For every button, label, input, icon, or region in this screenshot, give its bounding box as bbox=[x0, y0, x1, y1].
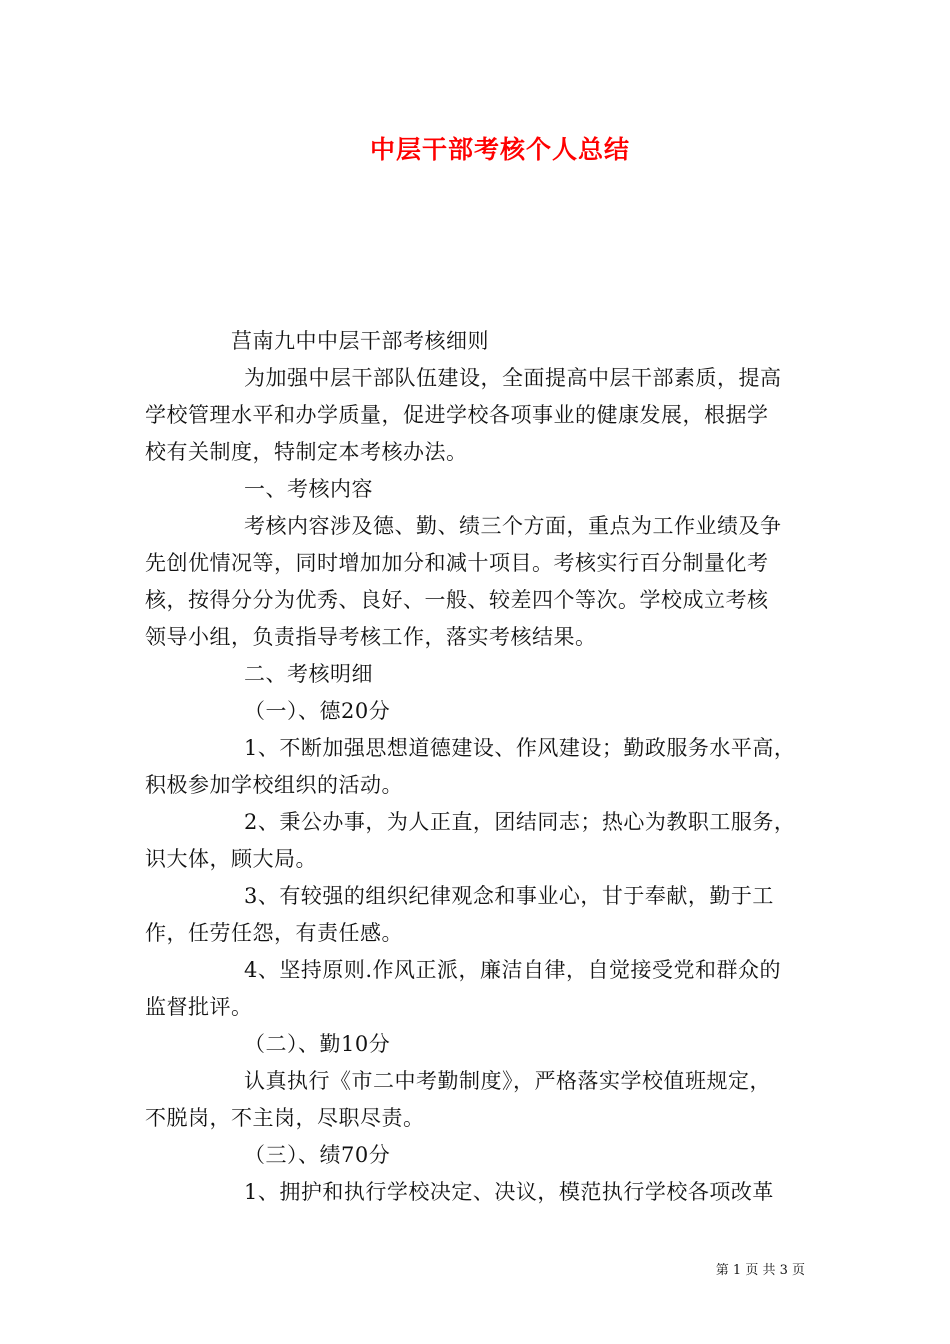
body-line: 积极参加学校组织的活动。 bbox=[145, 773, 403, 797]
body-line: 考核内容涉及德、勤、绩三个方面，重点为工作业绩及争 bbox=[244, 514, 782, 538]
body-line: （一）、德20分 bbox=[244, 699, 391, 723]
body-line: （二）、勤10分 bbox=[244, 1032, 391, 1056]
body-line: 校有关制度，特制定本考核办法。 bbox=[145, 440, 468, 464]
page-number: 第 1 页 共 3 页 bbox=[715, 1263, 805, 1278]
body-line: 监督批评。 bbox=[145, 995, 253, 1019]
body-line: 3、有较强的组织纪律观念和事业心，甘于奉献，勤于工 bbox=[244, 884, 774, 908]
body-line: 一、考核内容 bbox=[244, 477, 373, 501]
body-line: 核，按得分分为优秀、良好、一般、较差四个等次。学校成立考核 bbox=[145, 588, 769, 612]
body-line: 认真执行《市二中考勤制度》，严格落实学校值班规定， bbox=[244, 1069, 771, 1093]
body-line: 1、不断加强思想道德建设、作风建设；勤政服务水平高， bbox=[244, 736, 796, 760]
body-line: 学校管理水平和办学质量，促进学校各项事业的健康发展，根据学 bbox=[145, 403, 769, 427]
body-line: 莒南九中中层干部考核细则 bbox=[231, 329, 489, 353]
body-line: 领导小组，负责指导考核工作，落实考核结果。 bbox=[145, 625, 597, 649]
body-line: 作，任劳任怨，有责任感。 bbox=[145, 921, 403, 945]
body-line: 1、拥护和执行学校决定、决议，模范执行学校各项改革 bbox=[244, 1180, 774, 1204]
body-line: 4、坚持原则.作风正派，廉洁自律，自觉接受党和群众的 bbox=[244, 958, 782, 982]
body-line: 先创优情况等，同时增加加分和减十项目。考核实行百分制量化考 bbox=[145, 551, 769, 575]
body-line: 不脱岗，不主岗，尽职尽责。 bbox=[145, 1106, 425, 1130]
body-line: 二、考核明细 bbox=[244, 662, 373, 686]
body-line: 为加强中层干部队伍建设，全面提高中层干部素质，提高 bbox=[244, 366, 782, 390]
body-line: 2、秉公办事，为人正直，团结同志；热心为教职工服务， bbox=[244, 810, 796, 834]
body-line: （三）、绩70分 bbox=[244, 1143, 391, 1167]
body-line: 识大体，顾大局。 bbox=[145, 847, 317, 871]
document-title: 中层干部考核个人总结 bbox=[369, 135, 630, 164]
